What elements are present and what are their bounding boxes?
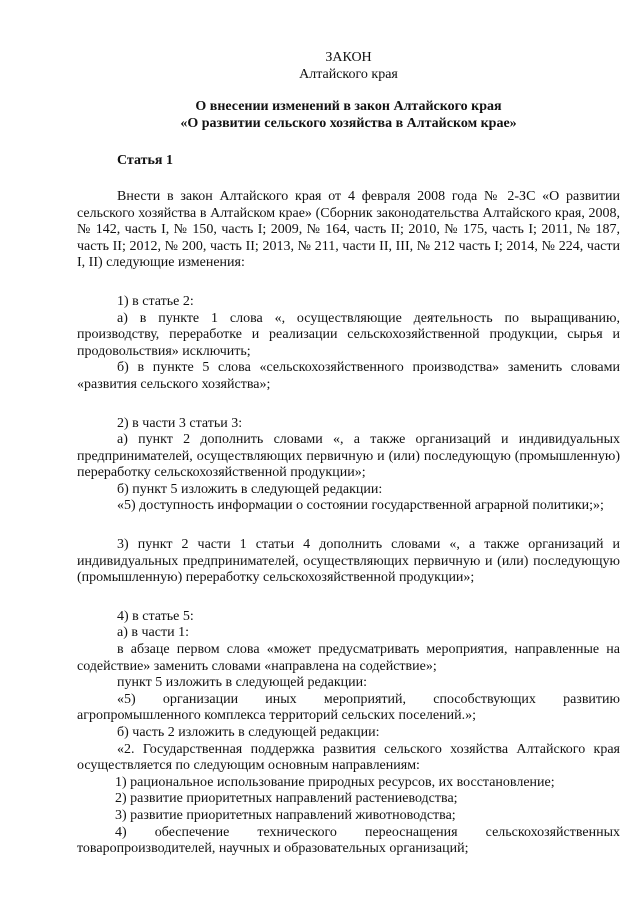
item4-head: 4) в статье 5: xyxy=(117,608,194,624)
item3-text: 3) пункт 2 части 1 статьи 4 дополнить словами «, а также организаций и индивидуальных предпринимателей, осуществляющих первичную и (или) последующую (промышленную) переработку сельскохозяйственной продукции»; xyxy=(77,537,620,586)
item1-head: 1) в статье 2: xyxy=(117,293,194,309)
list-item: 2) развитие приоритетных направлений растениеводства; xyxy=(115,791,458,807)
list-item: 4) обеспечение технического переоснащения сельскохозяйственных товаропроизводителей, научных и образовательных организаций; xyxy=(77,824,620,857)
law-title-line2: «О развитии сельского хозяйства в Алтайском крае» xyxy=(180,115,517,131)
law-label: ЗАКОН xyxy=(325,50,372,65)
item2-b: б) пункт 5 изложить в следующей редакции: xyxy=(117,481,383,497)
law-title-line1: О внесении изменений в закон Алтайского края xyxy=(195,99,502,115)
list-item: 1) рациональное использование природных ресурсов, их восстановление; xyxy=(115,774,555,790)
item1-a: а) в пункте 1 слова «, осуществляющие деятельность по выращиванию, производству, переработке и реализации сельскохозяйственной продукции, сырья и продовольствия» исключить; xyxy=(77,310,620,359)
item4-a: а) в части 1: xyxy=(117,625,189,641)
item2-b-text: «5) доступность информации о состоянии государственной аграрной политики;»; xyxy=(117,498,604,514)
item4-b-text: «2. Государственная поддержка развития сельского хозяйства Алтайского края осуществляется по следующим основным направлениям: xyxy=(77,741,620,774)
article-intro: Внести в закон Алтайского края от 4 февраля 2008 года № 2-ЗС «О развитии сельского хозяйства в Алтайском крае» (Сборник законодательства Алтайского края, 2008, № 142, часть I, № 150, часть I; 2009, № 164, часть II; 2010, № 175, часть I; 2011, № 187, часть II; 2012, № 200, часть II; 2013, № 211, части II, III, № 212 часть I; 2014, № 224, части I, II) следующие изменения: xyxy=(77,188,620,271)
item1-b: б) в пункте 5 слова «сельскохозяйственного производства» заменить словами «развития сельского хозяйства»; xyxy=(77,360,620,392)
law-region: Алтайского края xyxy=(299,66,398,82)
item2-a: а) пункт 2 дополнить словами «, а также организаций и индивидуальных предпринимателей, осуществляющих первичную и (или) последующую (промышленную) переработку сельскохозяйственной продукции»; xyxy=(77,432,620,481)
item4-a-text3: «5) организации иных мероприятий, способствующих развитию агропромышленного комплекса территорий сельских поселений.»; xyxy=(77,691,620,724)
article-title: Статья 1 xyxy=(117,153,173,169)
list-item: 3) развитие приоритетных направлений животноводства; xyxy=(115,807,456,823)
item4-b: б) часть 2 изложить в следующей редакции: xyxy=(117,725,380,740)
item2-head: 2) в части 3 статьи 3: xyxy=(117,415,243,431)
item4-a-text2: пункт 5 изложить в следующей редакции: xyxy=(117,675,367,691)
item4-a-text1: в абзаце первом слова «может предусматривать мероприятия, направленные на содействие» заменить словами «направлена на содействие»; xyxy=(77,642,620,674)
